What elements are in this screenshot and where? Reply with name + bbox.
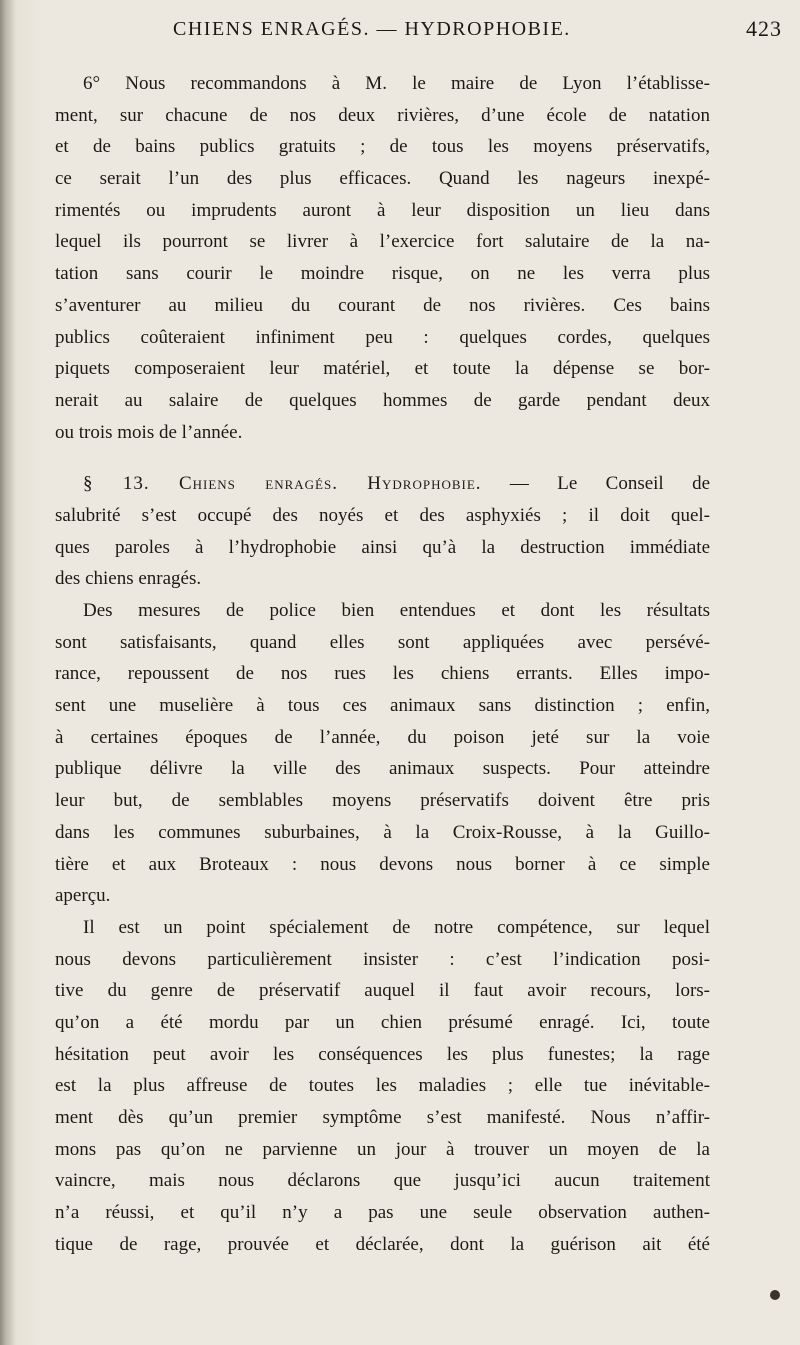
text-line: ment dès qu’un premier symptôme s’est manifesté. Nous n’affir- bbox=[55, 1107, 710, 1128]
paragraph bbox=[55, 595, 710, 912]
text-line: n’a réussi, et qu’il n’y a pas une seule observation authen- bbox=[55, 1202, 710, 1224]
page-number: 423 bbox=[746, 16, 782, 41]
text-line: publics coûteraient infiniment peu : quelques cordes, quelques bbox=[55, 326, 710, 348]
body-text bbox=[55, 68, 710, 1260]
text-line: aperçu. bbox=[55, 885, 111, 907]
text-line: sent une muselière à tous ces animaux sans distinction ; enfin, bbox=[55, 695, 710, 717]
text-line: tive du genre de préservatif auquel il faut avoir recours, lors- bbox=[55, 980, 710, 1002]
ink-spot bbox=[770, 1290, 780, 1300]
text-line: salubrité s’est occupé des noyés et des asphyxiés ; il doit quel- bbox=[55, 504, 710, 526]
text-line: des chiens enragés. bbox=[55, 568, 202, 590]
text-line: vaincre, mais nous déclarons que jusqu’ici aucun traitement bbox=[55, 1170, 710, 1192]
section-heading-line bbox=[55, 468, 710, 500]
text-line: et de bains publics gratuits ; de tous les moyens préservatifs, bbox=[55, 136, 710, 158]
text-line: nerait au salaire de quelques hommes de garde pendant deux bbox=[55, 389, 710, 411]
running-head bbox=[55, 12, 782, 52]
running-head-title: CHIENS ENRAGÉS. — HYDROPHOBIE. bbox=[173, 18, 571, 40]
text-line: mons pas qu’on ne parvienne un jour à trouver un moyen de la bbox=[55, 1138, 710, 1160]
text-line: hésitation peut avoir les conséquences les plus funestes; la rage bbox=[55, 1043, 710, 1065]
paragraph bbox=[55, 68, 710, 448]
text-line: — Le Conseil de bbox=[481, 473, 710, 495]
section-label: § 13. Chiens enragés. Hydrophobie. bbox=[83, 473, 482, 495]
text-line: ce serait l’un des plus efficaces. Quand les nageurs inexpé- bbox=[55, 168, 710, 190]
text-line: s’aventurer au milieu du courant de nos rivières. Ces bains bbox=[55, 294, 710, 316]
paragraph-gap bbox=[55, 448, 710, 468]
text-line: dans les communes suburbaines, à la Croix-Rousse, à la Guillo- bbox=[55, 821, 710, 843]
text-line: lequel ils pourront se livrer à l’exercice fort salutaire de la na- bbox=[55, 231, 710, 253]
text-line: ment, sur chacune de nos deux rivières, d’une école de natation bbox=[55, 104, 710, 126]
text-line: rance, repoussent de nos rues les chiens errants. Elles impo- bbox=[55, 663, 710, 685]
text-line: ou trois mois de l’année. bbox=[55, 421, 243, 443]
text-line: sont satisfaisants, quand elles sont appliquées avec persévé- bbox=[55, 631, 710, 653]
binding-edge bbox=[0, 0, 16, 1345]
text-line: 6° Nous recommandons à M. le maire de Lyon l’établisse- bbox=[83, 73, 710, 94]
text-line: publique délivre la ville des animaux suspects. Pour atteindre bbox=[55, 758, 710, 780]
paragraph bbox=[55, 912, 710, 1261]
text-line: tière et aux Broteaux : nous devons nous borner à ce simple bbox=[55, 853, 710, 875]
text-line: à certaines époques de l’année, du poison jeté sur la voie bbox=[55, 726, 710, 748]
text-line: tation sans courir le moindre risque, on ne les verra plus bbox=[55, 263, 710, 285]
text-line: rimentés ou imprudents auront à leur disposition un lieu dans bbox=[55, 199, 710, 221]
text-line: Il est un point spécialement de notre compétence, sur lequel bbox=[83, 916, 710, 938]
text-line: ques paroles à l’hydrophobie ainsi qu’à la destruction immédiate bbox=[55, 536, 710, 558]
paragraph bbox=[55, 468, 710, 595]
text-line: piquets composeraient leur matériel, et toute la dépense se bor- bbox=[55, 358, 710, 380]
text-line: tique de rage, prouvée et déclarée, dont la guérison ait été bbox=[55, 1233, 710, 1255]
text-line: leur but, de semblables moyens préservatifs doivent être pris bbox=[55, 790, 710, 812]
text-line: nous devons particulièrement insister : c’est l’indication posi- bbox=[55, 948, 710, 970]
text-line: est la plus affreuse de toutes les maladies ; elle tue inévitable- bbox=[55, 1075, 710, 1097]
text-line: Des mesures de police bien entendues et dont les résultats bbox=[83, 600, 710, 621]
text-line: qu’on a été mordu par un chien présumé enragé. Ici, toute bbox=[55, 1011, 710, 1033]
